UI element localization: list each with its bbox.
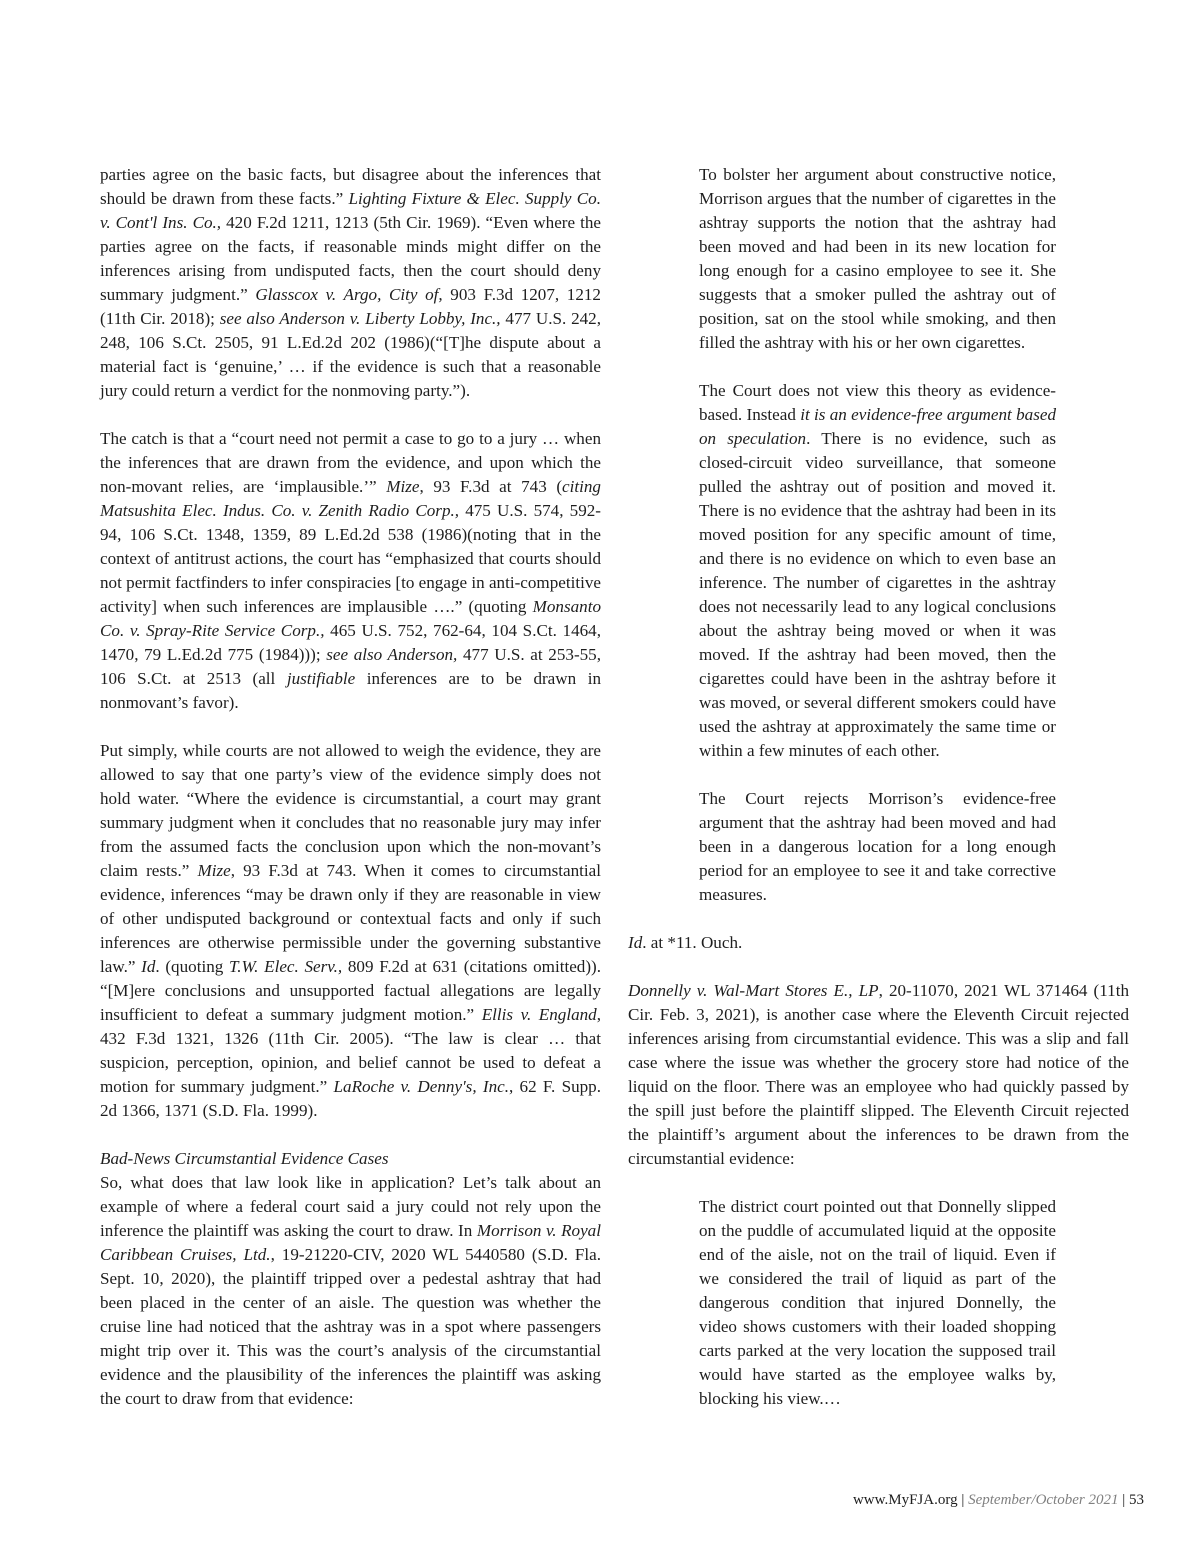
body-paragraph [100,427,601,715]
text-run: The catch is that a “court need not permit a case to go to a jury … when the inferences that are drawn from the evidence, and upon which the non-movant relies, are ‘implausible.’” [100,429,601,496]
italic-run: Morrison v. Royal Caribbean Cruises, Ltd. [100,1221,601,1264]
text-run: , 93 F.3d at 743 ( [419,477,563,496]
italic-run: Mize [386,477,420,496]
text-run: , 20-11070, 2021 WL 371464 (11th Cir. Feb. 3, 2021), is another case where the Eleventh Circuit rejected inferences arising from circumstantial evidence. This was a slip and fall case where the issue was whether the grocery store had notice of the liquid on the floor. There was an employee who had quickly passed by the spill just before the plaintiff slipped. The Eleventh Circuit rejected the plaintiff’s argument about the inferences to be drawn from the circumstantial evidence: [628,981,1129,1168]
text-run: , 93 F.3d at 743. When it comes to circumstantial evidence, inferences “may be drawn only if they are reasonable in view of other undisputed background or contextual facts and only if such inferences are otherwise permissible under the governing substantive law.” [100,861,601,976]
footer-separator: | [957,1492,969,1508]
body-paragraph [100,1171,601,1411]
italic-run: justifiable [286,669,356,688]
text-run: The Court rejects Morrison’s evidence-free argument that the ashtray had been moved and had been in a dangerous location for a long enough period for an employee to see it and take corrective measures. [699,789,1056,904]
text-run: . (quoting [155,957,229,976]
text-run: 477 U.S. 242, 248, 106 S.Ct. 2505, 91 L.Ed.2d 202 (1986)(“[T]he dispute about a material fact is ‘genuine,’ … if the evidence is such that a reasonable jury could return a verdict for the nonmoving party.”). [100,309,601,400]
italic-run: T.W. Elec. Serv., [229,957,343,976]
italic-run: see also Anderson v. Liberty Lobby, Inc., [219,309,501,328]
text-run: , 62 F. Supp. 2d 1366, 1371 (S.D. Fla. 1999). [100,1077,601,1120]
italic-run: LaRoche v. Denny's, Inc. [333,1077,509,1096]
text-run: . at *11. Ouch. [642,933,743,952]
body-paragraph [100,739,601,1123]
text-run: 475 U.S. 574, 592-94, 106 S.Ct. 1348, 1359, 89 L.Ed.2d 538 (1986)(noting that in the context of antitrust actions, the court has “emphasized that courts should not permit factfinders to infer conspiracies [to engage in anti-competitive activity] when such inferences are implausible ….” (quoting [100,501,601,616]
italic-run: Glasscox v. Argo, City of, [255,285,443,304]
text-run: Put simply, while courts are not allowed to weigh the evidence, they are allowed to say that one party’s view of the evidence simply does not hold water. “Where the evidence is circumstantial, a court may grant summary judgment when it concludes that no reasonable jury may infer from the assumed facts the conclusion upon which the non-movant’s claim rests.” [100,741,601,880]
italic-run: Lighting Fixture & Elec. Supply Co. v. Cont'l Ins. Co., [100,189,601,232]
right-column [628,163,1129,1411]
block-quote-paragraph [699,1195,1056,1411]
italic-run: Mize [197,861,231,880]
body-paragraph [628,931,1129,955]
page-footer [853,1489,1144,1511]
text-run: The Court does not view this theory as evidence-based. Instead [699,381,1056,424]
body-paragraph [628,979,1129,1171]
text-run: 809 F.2d at 631 (citations omitted)). “[M]ere conclusions and unsupported factual allegations are legally insufficient to defeat a summary judgment motion.” [100,957,601,1024]
body-paragraph [100,163,601,403]
text-run: . There is no evidence, such as closed-circuit video surveillance, that someone pulled the ashtray out of position and moved it. There is no evidence that the ashtray had been in its moved position for any specific amount of time, and there is no evidence on which to even base an inference. The number of cigarettes in the ashtray does not necessarily lead to any logical conclusions about the ashtray being moved or when it was moved. If the ashtray had been moved, then the cigarettes could have been in the ashtray before it was moved, or several different smokers could have used the ashtray at approximately the same time or within a few minutes of each other. [699,429,1056,760]
text-run: So, what does that law look like in application? Let’s talk about an example of where a federal court said a jury could not rely upon the inference the plaintiff was asking the court to draw. In [100,1173,601,1240]
italic-run: Donnelly v. Wal-Mart Stores E., LP [628,981,879,1000]
text-run: To bolster her argument about constructive notice, Morrison argues that the number of cigarettes in the ashtray supports the notion that the ashtray had been moved and had been in its new location for long enough for a casino employee to see it. She suggests that a smoker pulled the ashtray out of position, sat on the stool while smoking, and then filled the ashtray with his or her own cigarettes. [699,165,1056,352]
text-run: 465 U.S. 752, 762-64, 104 S.Ct. 1464, 1470, 79 L.Ed.2d 775 (1984))); [100,621,601,664]
block-quote-paragraph [699,787,1056,907]
footer-separator: | [1118,1492,1129,1508]
footer-website: www.MyFJA.org [852,1492,958,1508]
italic-run: Id [141,957,156,976]
footer-issue: September/October 2021 [968,1492,1119,1508]
text-run: 903 F.3d 1207, 1212 (11th Cir. 2018); [100,285,601,328]
text-run: , 432 F.3d 1321, 1326 (11th Cir. 2005). “The law is clear … that suspicion, perception, opinion, and belief cannot be used to defeat a motion for summary judgment.” [100,1005,601,1096]
text-run: inferences are to be drawn in nonmovant’s favor). [100,669,601,712]
section-heading: Bad-News Circumstantial Evidence Cases [100,1149,389,1168]
text-run: The district court pointed out that Donnelly slipped on the puddle of accumulated liquid at the opposite end of the aisle, not on the trail of liquid. Even if we considered the trail of liquid as part of the dangerous condition that injured Donnelly, the video shows customers with their loaded shopping carts parked at the very location the supposed trail would have started as the employee walks by, blocking his view.… [699,1197,1056,1408]
italic-run: it is an evidence-free argument based on speculation [699,405,1056,448]
left-column [100,163,601,1411]
italic-run: Ellis v. England [481,1005,597,1024]
block-quote-paragraph [699,163,1056,355]
text-run: 420 F.2d 1211, 1213 (5th Cir. 1969). “Even where the parties agree on the facts, if reasonable minds might differ on the inferences arising from undisputed facts, then the court should deny summary judgment.” [100,213,601,304]
page-number: 53 [1129,1492,1144,1508]
italic-run: citing Matsushita Elec. Indus. Co. v. Zenith Radio Corp., [100,477,601,520]
italic-run: Id [628,933,643,952]
text-run: parties agree on the basic facts, but disagree about the inferences that should be drawn from these facts.” [100,165,601,208]
text-run: 477 U.S. at 253-55, 106 S.Ct. at 2513 (all [100,645,601,688]
italic-run: Monsanto Co. v. Spray-Rite Service Corp., [100,597,601,640]
italic-run: see also Anderson, [326,645,458,664]
block-quote-paragraph [699,379,1056,763]
text-run: , 19-21220-CIV, 2020 WL 5440580 (S.D. Fla. Sept. 10, 2020), the plaintiff tripped over a pedestal ashtray that had been placed in the center of an aisle. The question was whether the cruise line had noticed that the ashtray was in a spot where passengers might trip over it. This was the court’s analysis of the circumstantial evidence and the plausibility of the inferences the plaintiff was asking the court to draw from that evidence: [100,1245,601,1408]
